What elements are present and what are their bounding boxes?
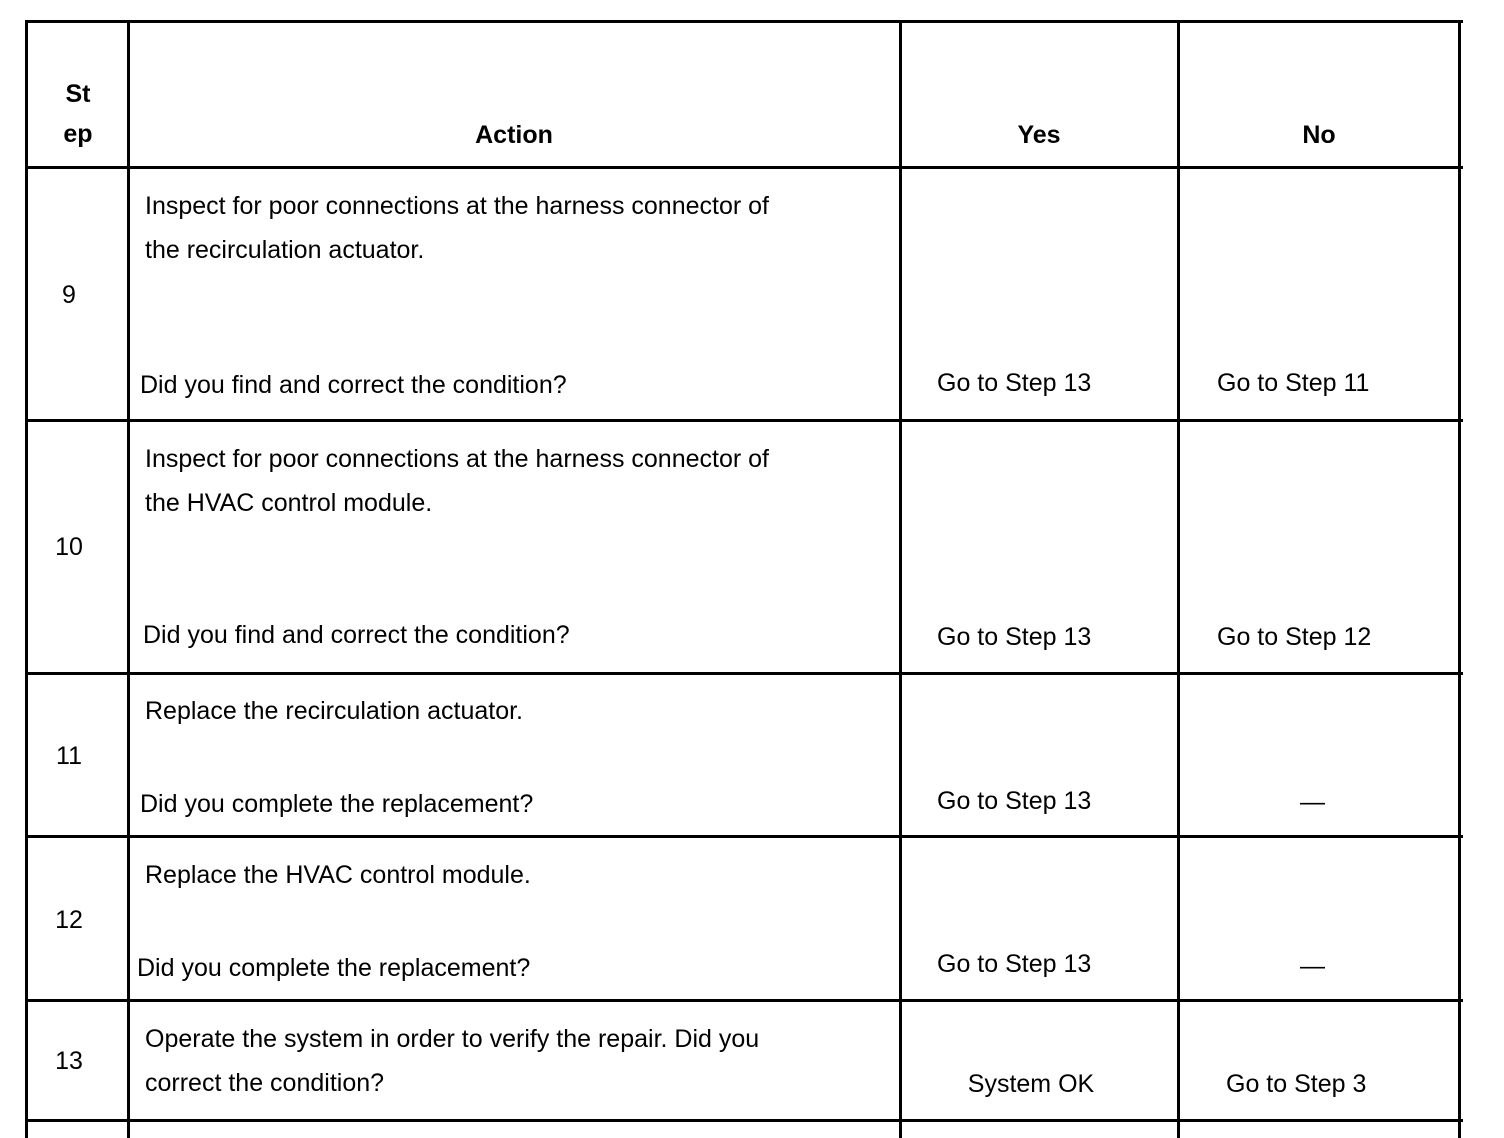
step-header bbox=[30, 74, 126, 154]
no-result: — bbox=[1300, 788, 1325, 816]
action-header: Action bbox=[475, 121, 553, 149]
no-result: Go to Step 3 bbox=[1226, 1070, 1367, 1098]
column-divider bbox=[1458, 20, 1461, 1138]
no-result: — bbox=[1300, 952, 1325, 980]
action-text: Operate the system in order to verify the repair. Did you correct the condition? bbox=[145, 1025, 760, 1097]
no-header: No bbox=[1302, 121, 1336, 149]
action-text: Inspect for poor connections at the harness connector of the recirculation actuator. bbox=[145, 192, 769, 264]
action-text: Replace the HVAC control module. bbox=[145, 861, 531, 889]
step-header-line1: St bbox=[65, 80, 91, 108]
header-divider bbox=[25, 166, 1463, 169]
yes-result: Go to Step 13 bbox=[937, 623, 1092, 651]
step-number: 13 bbox=[55, 1047, 83, 1075]
row-divider bbox=[25, 419, 1463, 422]
action-text: Replace the recirculation actuator. bbox=[145, 697, 523, 725]
yes-result: Go to Step 13 bbox=[937, 950, 1092, 978]
yes-result: Go to Step 13 bbox=[937, 369, 1092, 397]
yes-header: Yes bbox=[1017, 121, 1061, 149]
no-result: Go to Step 12 bbox=[1217, 623, 1372, 651]
no-result: Go to Step 11 bbox=[1217, 369, 1370, 397]
step-number: 12 bbox=[55, 906, 83, 934]
yes-result: Go to Step 13 bbox=[937, 787, 1092, 815]
column-divider bbox=[25, 20, 28, 1138]
step-number: 10 bbox=[55, 533, 83, 561]
action-text: Inspect for poor connections at the harness connector of the HVAC control module. bbox=[145, 445, 769, 517]
table-border-bottom bbox=[25, 1119, 1463, 1122]
row-divider bbox=[25, 835, 1463, 838]
step-header-line2: ep bbox=[63, 120, 93, 148]
step-number: 9 bbox=[62, 281, 76, 309]
column-divider bbox=[127, 20, 130, 1138]
row-divider bbox=[25, 672, 1463, 675]
action-question: Did you complete the replacement? bbox=[140, 790, 534, 818]
table-border-top bbox=[25, 20, 1463, 23]
column-divider bbox=[899, 20, 902, 1138]
action-question: Did you complete the replacement? bbox=[137, 954, 531, 982]
row-divider bbox=[25, 999, 1463, 1002]
action-question: Did you find and correct the condition? bbox=[140, 371, 567, 399]
step-number: 11 bbox=[56, 742, 82, 770]
yes-result: System OK bbox=[967, 1070, 1095, 1098]
action-question: Did you find and correct the condition? bbox=[143, 621, 570, 649]
